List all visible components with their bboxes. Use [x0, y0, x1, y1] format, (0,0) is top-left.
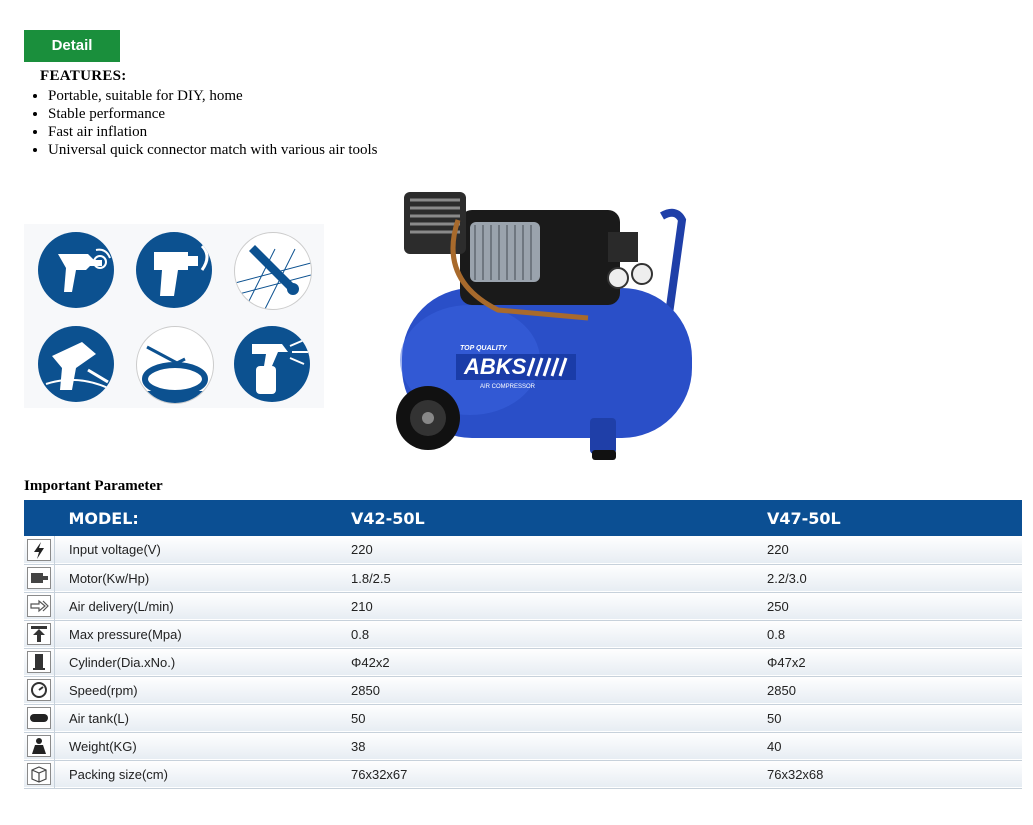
table-row	[24, 732, 1022, 760]
param-value-v42: 38	[351, 738, 366, 754]
feature-item: • Stable performance	[48, 105, 378, 123]
table-row	[24, 592, 1022, 620]
table-row	[24, 704, 1022, 732]
table-row	[24, 564, 1022, 592]
drill-icon	[38, 326, 114, 402]
detail-button[interactable]: Detail	[24, 30, 120, 62]
param-label: Max pressure(Mpa)	[69, 626, 182, 642]
param-value-v42: 76x32x67	[351, 766, 408, 782]
param-value-v42: 50	[351, 710, 366, 726]
table-row	[24, 760, 1022, 788]
param-value-v42: 1.8/2.5	[351, 570, 391, 586]
param-label: Motor(Kw/Hp)	[69, 570, 150, 586]
param-value-v47: 50	[767, 710, 782, 726]
param-label: Air delivery(L/min)	[69, 598, 174, 614]
spray-gun-icon	[234, 326, 310, 402]
param-label: Air tank(L)	[69, 710, 129, 726]
svg-text:TOP QUALITY: TOP QUALITY	[460, 345, 507, 352]
param-label: Packing size(cm)	[69, 766, 168, 782]
speed-icon	[27, 679, 51, 701]
param-value-v47: 2.2/3.0	[767, 570, 807, 586]
weight-icon	[27, 735, 51, 757]
param-value-v47: 2850	[767, 682, 796, 698]
air-blow-gun-icon	[38, 232, 114, 308]
parameter-table	[24, 500, 1022, 789]
svg-text:ABKS: ABKS	[464, 354, 527, 379]
air-delivery-icon	[27, 595, 51, 617]
impact-wrench-icon	[136, 232, 212, 308]
sander-icon	[234, 232, 312, 310]
param-value-v47: 220	[767, 542, 789, 558]
param-label: Input voltage(V)	[69, 542, 161, 558]
param-value-v42: 0.8	[351, 626, 370, 642]
param-value-v47: Φ47x2	[767, 654, 806, 670]
param-value-v42: Φ42x2	[351, 654, 390, 670]
lightning-icon	[27, 539, 51, 561]
feature-item: • Universal quick connector match with various air tools	[48, 141, 378, 159]
param-label: Speed(rpm)	[69, 682, 138, 698]
header-v42: V42-50L	[351, 508, 425, 528]
air-compressor-image	[380, 170, 700, 465]
table-row	[24, 676, 1022, 704]
features-list	[24, 87, 378, 159]
max-pressure-icon	[27, 623, 51, 645]
table-header-row	[24, 500, 1022, 536]
param-value-v47: 0.8	[767, 626, 786, 642]
packing-box-icon	[27, 763, 51, 785]
param-label: Cylinder(Dia.xNo.)	[69, 654, 176, 670]
table-row	[24, 536, 1022, 564]
header-icon-cell	[24, 500, 55, 536]
cylinder-icon	[27, 651, 51, 673]
param-label: Weight(KG)	[69, 738, 137, 754]
param-value-v42: 210	[351, 598, 373, 614]
param-value-v47: 250	[767, 598, 789, 614]
param-value-v42: 220	[351, 542, 373, 558]
tire-inflator-icon	[136, 326, 214, 404]
table-row	[24, 648, 1022, 676]
feature-item: • Fast air inflation	[48, 123, 378, 141]
header-model: MODEL:	[68, 508, 139, 528]
svg-text:AIR COMPRESSOR: AIR COMPRESSOR	[480, 384, 536, 390]
features-title: FEATURES:	[40, 68, 127, 84]
param-value-v47: 40	[767, 738, 782, 754]
feature-item: • Portable, suitable for DIY, home	[48, 87, 378, 105]
air-tank-icon	[27, 707, 51, 729]
table-row	[24, 620, 1022, 648]
param-value-v42: 2850	[351, 682, 380, 698]
header-v47: V47-50L	[767, 508, 841, 528]
param-value-v47: 76x32x68	[767, 766, 824, 782]
parameter-title: Important Parameter	[24, 478, 163, 494]
tool-icons-panel	[24, 224, 324, 408]
motor-icon	[27, 567, 51, 589]
